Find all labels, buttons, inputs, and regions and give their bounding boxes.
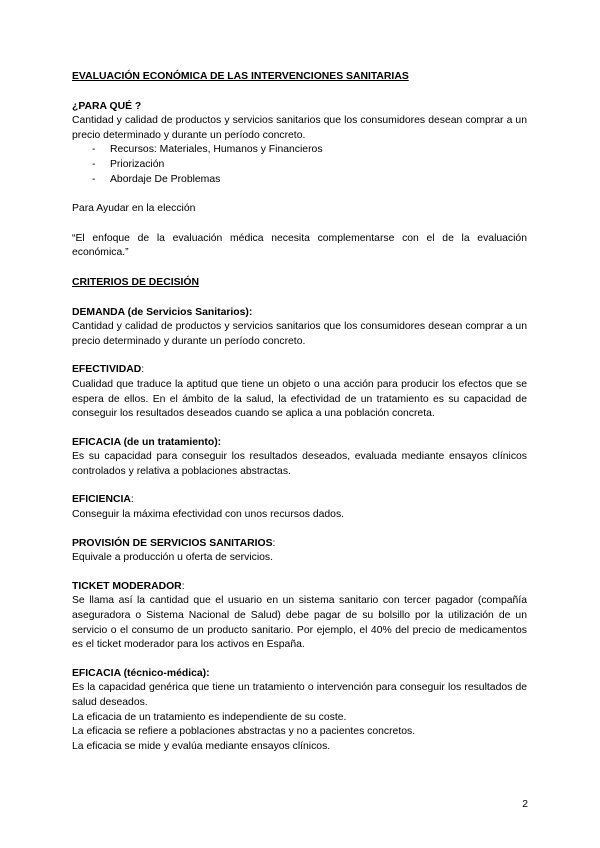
term-definition-line: La eficacia se refiere a poblaciones abstractas y no a pacientes concretos. <box>72 726 416 738</box>
term-definition: Se llama así la cantidad que el usuario en un sistema sanitario con tercer pagador (compañía aseguradora o Sistema Nacional de Salud) debe pagar de su bolsillo por la utilización de un servicio o el consumo de un producto sanitario. Por ejemplo, el 40% del precio de medicamentos es el ticket moderador para los activos en España. <box>72 595 527 651</box>
criterio-eficacia-tratamiento: EFICACIA (de un tratamiento): Es su capacidad para conseguir los resultados deseados, evaluada mediante ensayos clínicos controlados y relativa a poblaciones abstractas. <box>72 436 527 480</box>
dash-bullet: - <box>92 173 96 185</box>
criterio-demanda: DEMANDA (de Servicios Sanitarios): Cantidad y calidad de productos y servicios sanitarios que los consumidores desean comprar a un precio determinado y durante un período concreto. <box>72 306 527 350</box>
term-title: EFICIENCIA <box>72 494 131 506</box>
page-number: 2 <box>522 799 528 810</box>
list-item <box>92 143 527 158</box>
term-title: EFECTIVIDAD <box>72 364 142 376</box>
page-content <box>72 70 527 754</box>
term-definition-line: La eficacia de un tratamiento es independiente de su coste. <box>72 711 347 723</box>
term-title: EFICACIA (de un tratamiento) <box>72 436 218 448</box>
term-title: PROVISIÓN DE SERVICIOS SANITARIOS <box>72 537 273 549</box>
list-item <box>92 173 527 188</box>
quote-text: “El enfoque de la evaluación médica necesita complementarse con el de la evaluación económica.” <box>72 232 527 259</box>
dash-bullet: - <box>92 158 96 170</box>
term-title: EFICACIA (técnico-médica) <box>72 667 207 679</box>
para-que-text: Cantidad y calidad de productos y servicios sanitarios que los consumidores desean comprar a un precio determinado y durante un período concreto. <box>72 115 527 141</box>
criterios-heading: CRITERIOS DE DECISIÓN <box>72 276 200 288</box>
list-item-text: Recursos: Materiales, Humanos y Financieros <box>110 144 323 156</box>
term-definition: Cualidad que traduce la aptitud que tiene un objeto o una acción para producir los efectos que se espera de ellos. En el ámbito de la salud, la efectividad de un tratamiento es su capacidad de conseguir los resultados deseados cuando se aplica a una población concreta. <box>72 378 527 420</box>
ayuda-text: Para Ayudar en la elección <box>72 203 196 215</box>
list-item <box>92 158 527 173</box>
term-title: DEMANDA (de Servicios Sanitarios) <box>72 306 249 318</box>
term-definition-line: La eficacia se mide y evalúa mediante ensayos clínicos. <box>72 740 331 752</box>
dash-bullet: - <box>92 144 96 156</box>
term-title: TICKET MODERADOR <box>72 580 182 592</box>
criterio-eficiencia: EFICIENCIA: Conseguir la máxima efectividad con unos recursos dados. <box>72 493 527 522</box>
list-item-text: Abordaje De Problemas <box>110 173 221 185</box>
criterio-eficacia-tecnico-medica: EFICACIA (técnico-médica): Es la capacidad genérica que tiene un tratamiento o intervención para conseguir los resultados de salud deseados. La eficacia de un tratamiento es independiente de su coste. La eficacia se refiere a poblaciones abstractas y no a pacientes concretos. La eficacia se mide y evalúa mediante ensayos clínicos. <box>72 667 527 755</box>
term-definition: Equivale a producción u oferta de servicios. <box>72 552 273 564</box>
para-que-heading: ¿PARA QUÉ ? <box>72 100 142 112</box>
criterio-provision: PROVISIÓN DE SERVICIOS SANITARIOS: Equivale a producción u oferta de servicios. <box>72 537 527 566</box>
term-definition: Es la capacidad genérica que tiene un tratamiento o intervención para conseguir los resultados de salud deseados. <box>72 682 527 708</box>
term-definition: Conseguir la máxima efectividad con unos recursos dados. <box>72 509 345 521</box>
criterio-ticket-moderador: TICKET MODERADOR: Se llama así la cantidad que el usuario en un sistema sanitario con tercer pagador (compañía aseguradora o Sistema Nacional de Salud) debe pagar de su bolsillo por la utilización de un servicio o el consumo de un producto sanitario. Por ejemplo, el 40% del precio de medicamentos es el ticket moderador para los activos en España. <box>72 580 527 653</box>
criterio-efectividad: EFECTIVIDAD: Cualidad que traduce la aptitud que tiene un objeto o una acción para producir los efectos que se espera de ellos. En el ámbito de la salud, la efectividad de un tratamiento es su capacidad de conseguir los resultados deseados cuando se aplica a una población concreta. <box>72 363 527 421</box>
list-item-text: Priorización <box>110 158 165 170</box>
term-definition: Cantidad y calidad de productos y servicios sanitarios que los consumidores desean comprar a un precio determinado y durante un período concreto. <box>72 321 527 347</box>
document-title: EVALUACIÓN ECONÓMICA DE LAS INTERVENCIONES SANITARIAS <box>72 71 409 82</box>
para-que-list <box>72 143 527 187</box>
term-definition: Es su capacidad para conseguir los resultados deseados, evaluada mediante ensayos clínicos controlados y relativa a poblaciones abstractas. <box>72 451 527 477</box>
